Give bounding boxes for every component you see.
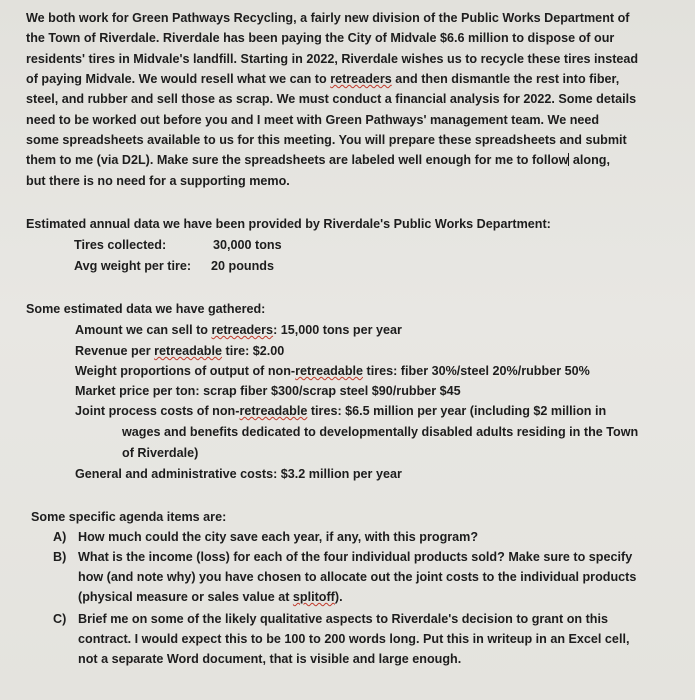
amount-text-b: : 15,000 tons per year xyxy=(273,323,402,337)
intro-line-3: residents' tires in Midvale's landfill. Starting in 2022, Riverdale wishes us to recycle these tires instead xyxy=(26,52,639,66)
agenda-b-line-3-b: ). xyxy=(334,590,343,604)
spellcheck-word: retreadable xyxy=(154,344,222,358)
joint-text-a: Joint process costs of non- xyxy=(75,404,240,418)
avg-weight-label: Avg weight per tire: xyxy=(74,259,192,273)
spellcheck-word: retreaders xyxy=(330,72,392,86)
weight-proportions-line xyxy=(75,364,590,379)
intro-line-5: steel, and rubber and sell those as scrap. We must conduct a financial analysis for 2022. Some details xyxy=(26,92,637,106)
intro-line-8 xyxy=(26,153,610,168)
amount-retreaders-line xyxy=(75,323,402,338)
agenda-c-marker: C) xyxy=(53,612,67,626)
tires-collected-label: Tires collected: xyxy=(74,238,167,252)
joint-costs-line-2: wages and benefits dedicated to developmentally disabled adults residing in the Town xyxy=(122,425,639,439)
joint-costs-line-3: of Riverdale) xyxy=(122,446,199,460)
intro-line-8-text: them to me (via D2L). Make sure the spreadsheets are labeled well enough for me to follow xyxy=(26,153,569,167)
agenda-heading: Some specific agenda items are: xyxy=(31,510,227,524)
intro-line-9: but there is no need for a supporting memo. xyxy=(26,174,290,188)
intro-line-1: We both work for Green Pathways Recycling, a fairly new division of the Public Works Department of xyxy=(26,11,630,25)
weight-text-a: Weight proportions of output of non- xyxy=(75,364,296,378)
joint-text-b: tires: $6.5 million per year (including $2 million in xyxy=(307,404,607,418)
revenue-text-a: Revenue per xyxy=(75,344,155,358)
intro-line-4 xyxy=(26,72,619,87)
agenda-b-line-1: What is the income (loss) for each of the four individual products sold? Make sure to specify xyxy=(78,550,633,564)
spellcheck-word: retreadable xyxy=(295,364,364,378)
intro-line-8-rest: along, xyxy=(569,153,610,167)
avg-weight-value: 20 pounds xyxy=(211,259,274,273)
agenda-b-marker: B) xyxy=(53,550,67,564)
intro-line-4-text: of paying Midvale. We would resell what we can to xyxy=(26,72,327,86)
intro-line-2: the Town of Riverdale. Riverdale has been paying the City of Midvale $6.6 million to dispose of our xyxy=(26,31,615,45)
annual-heading: Estimated annual data we have been provided by Riverdale's Public Works Department: xyxy=(26,217,551,231)
agenda-c-line-2: contract. I would expect this to be 100 to 200 words long. Put this in writeup in an Excel cell, xyxy=(78,632,630,646)
agenda-b-line-3-a: (physical measure or sales value at xyxy=(78,590,293,604)
market-price-line: Market price per ton: scrap fiber $300/scrap steel $90/rubber $45 xyxy=(75,384,461,398)
joint-costs-line xyxy=(75,404,606,419)
agenda-b-line-3 xyxy=(78,590,343,605)
agenda-c-line-3: not a separate Word document, that is visible and large enough. xyxy=(78,652,462,666)
spellcheck-word: splitoff xyxy=(292,590,335,604)
agenda-a-marker: A) xyxy=(53,530,67,544)
gathered-heading: Some estimated data we have gathered: xyxy=(26,302,266,316)
agenda-b-line-2: how (and note why) you have chosen to allocate out the joint costs to the individual products xyxy=(78,570,637,584)
ga-costs-line: General and administrative costs: $3.2 million per year xyxy=(75,467,402,481)
weight-text-b: tires: fiber 30%/steel 20%/rubber 50% xyxy=(363,364,590,378)
tires-collected-value: 30,000 tons xyxy=(213,238,282,252)
agenda-a-text: How much could the city save each year, if any, with this program? xyxy=(78,530,479,544)
revenue-text-b: tire: $2.00 xyxy=(222,344,285,358)
amount-text-a: Amount we can sell to xyxy=(75,323,212,337)
spellcheck-word: retreadable xyxy=(239,404,308,418)
agenda-c-line-1: Brief me on some of the likely qualitative aspects to Riverdale's decision to grant on this xyxy=(78,612,608,626)
intro-line-7: some spreadsheets available to us for this meeting. You will prepare these spreadsheets and submit xyxy=(26,133,627,147)
intro-line-4-rest: and then dismantle the rest into fiber, xyxy=(391,72,620,86)
spellcheck-word: retreaders xyxy=(211,323,274,337)
revenue-line xyxy=(75,344,284,359)
intro-line-6: need to be worked out before you and I meet with Green Pathways' management team. We need xyxy=(26,113,600,127)
